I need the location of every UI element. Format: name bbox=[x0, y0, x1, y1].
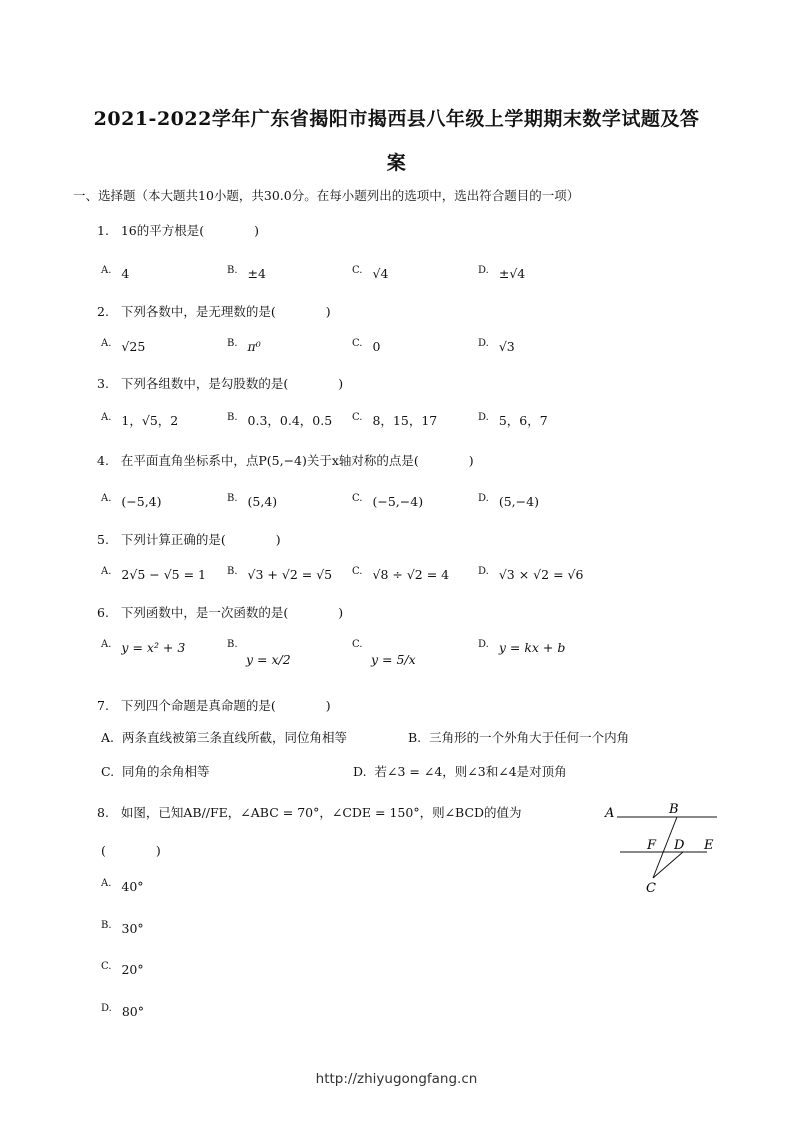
page-title: 2021-2022学年广东省揭阳市揭西县八年级上学期期末数学试题及答 bbox=[93, 108, 700, 130]
option-b: $^{B.}$ √3 + √2 = √5 bbox=[227, 566, 333, 582]
question-number: 6. bbox=[97, 605, 109, 620]
section-heading: 一、选择题（本大题共10小题，共30.0分。在每小题列出的选项中，选出符合题目的一项） bbox=[73, 188, 580, 203]
question-8-paren: ( ) bbox=[101, 843, 161, 858]
question-3 bbox=[97, 374, 343, 392]
label-d: D bbox=[674, 838, 685, 853]
option-c: $^{C.}$ 0 bbox=[352, 338, 381, 354]
option-c: $^{C.}$ √8 ÷ √2 = 4 bbox=[352, 566, 450, 582]
option-d: $^{D.}$ ±√4 bbox=[478, 265, 526, 281]
option-c: C. bbox=[352, 639, 363, 650]
option-a: $^{A.}$ (−5,4) bbox=[101, 493, 162, 509]
question-number: 8. bbox=[97, 805, 109, 820]
question-1 bbox=[97, 221, 259, 239]
option-b: $^{B.}$ π⁰ bbox=[227, 338, 261, 354]
option-c: $^{C.}$ 20° bbox=[101, 961, 144, 977]
option-b: $^{B.}$ (5,4) bbox=[227, 493, 278, 509]
question-7 bbox=[97, 696, 331, 714]
label-f: F bbox=[647, 838, 657, 853]
option-c: $^{C.}$ 8，15，17 bbox=[352, 412, 438, 428]
option-b: $^{B.}$ ±4 bbox=[227, 265, 266, 281]
geometry-figure bbox=[595, 795, 730, 900]
option-b: $^{B.}$ 30° bbox=[101, 920, 144, 936]
question-text: 下列各数中，是无理数的是( ) bbox=[120, 304, 331, 319]
question-number: 4. bbox=[97, 453, 109, 468]
page-title-cont: 案 bbox=[386, 152, 407, 174]
option-d: D. 若∠3 = ∠4，则∠3和∠4是对顶角 bbox=[353, 764, 567, 779]
option-a: $^{A.}$ 1，√5，2 bbox=[101, 412, 179, 428]
question-number: 2. bbox=[97, 304, 109, 319]
line-cd bbox=[653, 852, 683, 878]
option-a: $^{A.}$ 4 bbox=[101, 265, 130, 281]
question-2 bbox=[97, 302, 331, 320]
option-a: A. 两条直线被第三条直线所截，同位角相等 bbox=[101, 730, 347, 745]
label-e: E bbox=[704, 838, 714, 853]
option-d: $^{D.}$ √3 × √2 = √6 bbox=[478, 566, 584, 582]
question-4 bbox=[97, 451, 474, 469]
option-b: $^{B.}$ 0.3，0.4，0.5 bbox=[227, 412, 333, 428]
option-a: $^{A.}$ 2√5 − √5 = 1 bbox=[101, 566, 206, 582]
question-number: 3. bbox=[97, 376, 109, 391]
option-d: $^{D.}$ y = kx + b bbox=[478, 639, 566, 655]
question-6 bbox=[97, 603, 343, 621]
option-c-formula: y = 5/x bbox=[371, 652, 416, 667]
question-number: 1. bbox=[97, 223, 109, 238]
option-a: $^{A.}$ y = x² + 3 bbox=[101, 639, 186, 655]
option-b: B. 三角形的一个外角大于任何一个内角 bbox=[408, 730, 630, 745]
option-d: $^{D.}$ 5，6，7 bbox=[478, 412, 548, 428]
question-text: 在平面直角坐标系中，点P(5,−4)关于x轴对称的点是( ) bbox=[120, 453, 474, 468]
question-text: 如图，已知AB//FE，∠ABC = 70°，∠CDE = 150°，则∠BCD的值为 bbox=[120, 805, 522, 820]
option-d: $^{D.}$ √3 bbox=[478, 338, 515, 354]
question-text: 下列计算正确的是( ) bbox=[120, 532, 281, 547]
question-text: 16的平方根是( ) bbox=[120, 223, 260, 238]
option-c: C. 同角的余角相等 bbox=[101, 764, 210, 779]
option-c: $^{C.}$ (−5,−4) bbox=[352, 493, 424, 509]
question-text: 下列四个命题是真命题的是( ) bbox=[120, 698, 331, 713]
question-text: 下列函数中，是一次函数的是( ) bbox=[120, 605, 344, 620]
option-d: $^{D.}$ (5,−4) bbox=[478, 493, 539, 509]
question-number: 7. bbox=[97, 698, 109, 713]
question-8 bbox=[97, 803, 522, 821]
footer-url: http://zhiyugongfang.cn bbox=[315, 1071, 478, 1087]
option-c: $^{C.}$ √4 bbox=[352, 265, 389, 281]
label-a: A bbox=[605, 806, 615, 821]
question-number: 5. bbox=[97, 532, 109, 547]
option-a: $^{A.}$ 40° bbox=[101, 878, 144, 894]
option-b: B. bbox=[227, 639, 238, 650]
label-b: B bbox=[669, 802, 679, 817]
label-c: C bbox=[646, 881, 656, 896]
option-a: $^{A.}$ √25 bbox=[101, 338, 146, 354]
option-d: $^{D.}$ 80° bbox=[101, 1003, 144, 1019]
question-5 bbox=[97, 530, 281, 548]
question-text: 下列各组数中，是勾股数的是( ) bbox=[120, 376, 344, 391]
option-b-formula: y = x/2 bbox=[246, 652, 291, 667]
